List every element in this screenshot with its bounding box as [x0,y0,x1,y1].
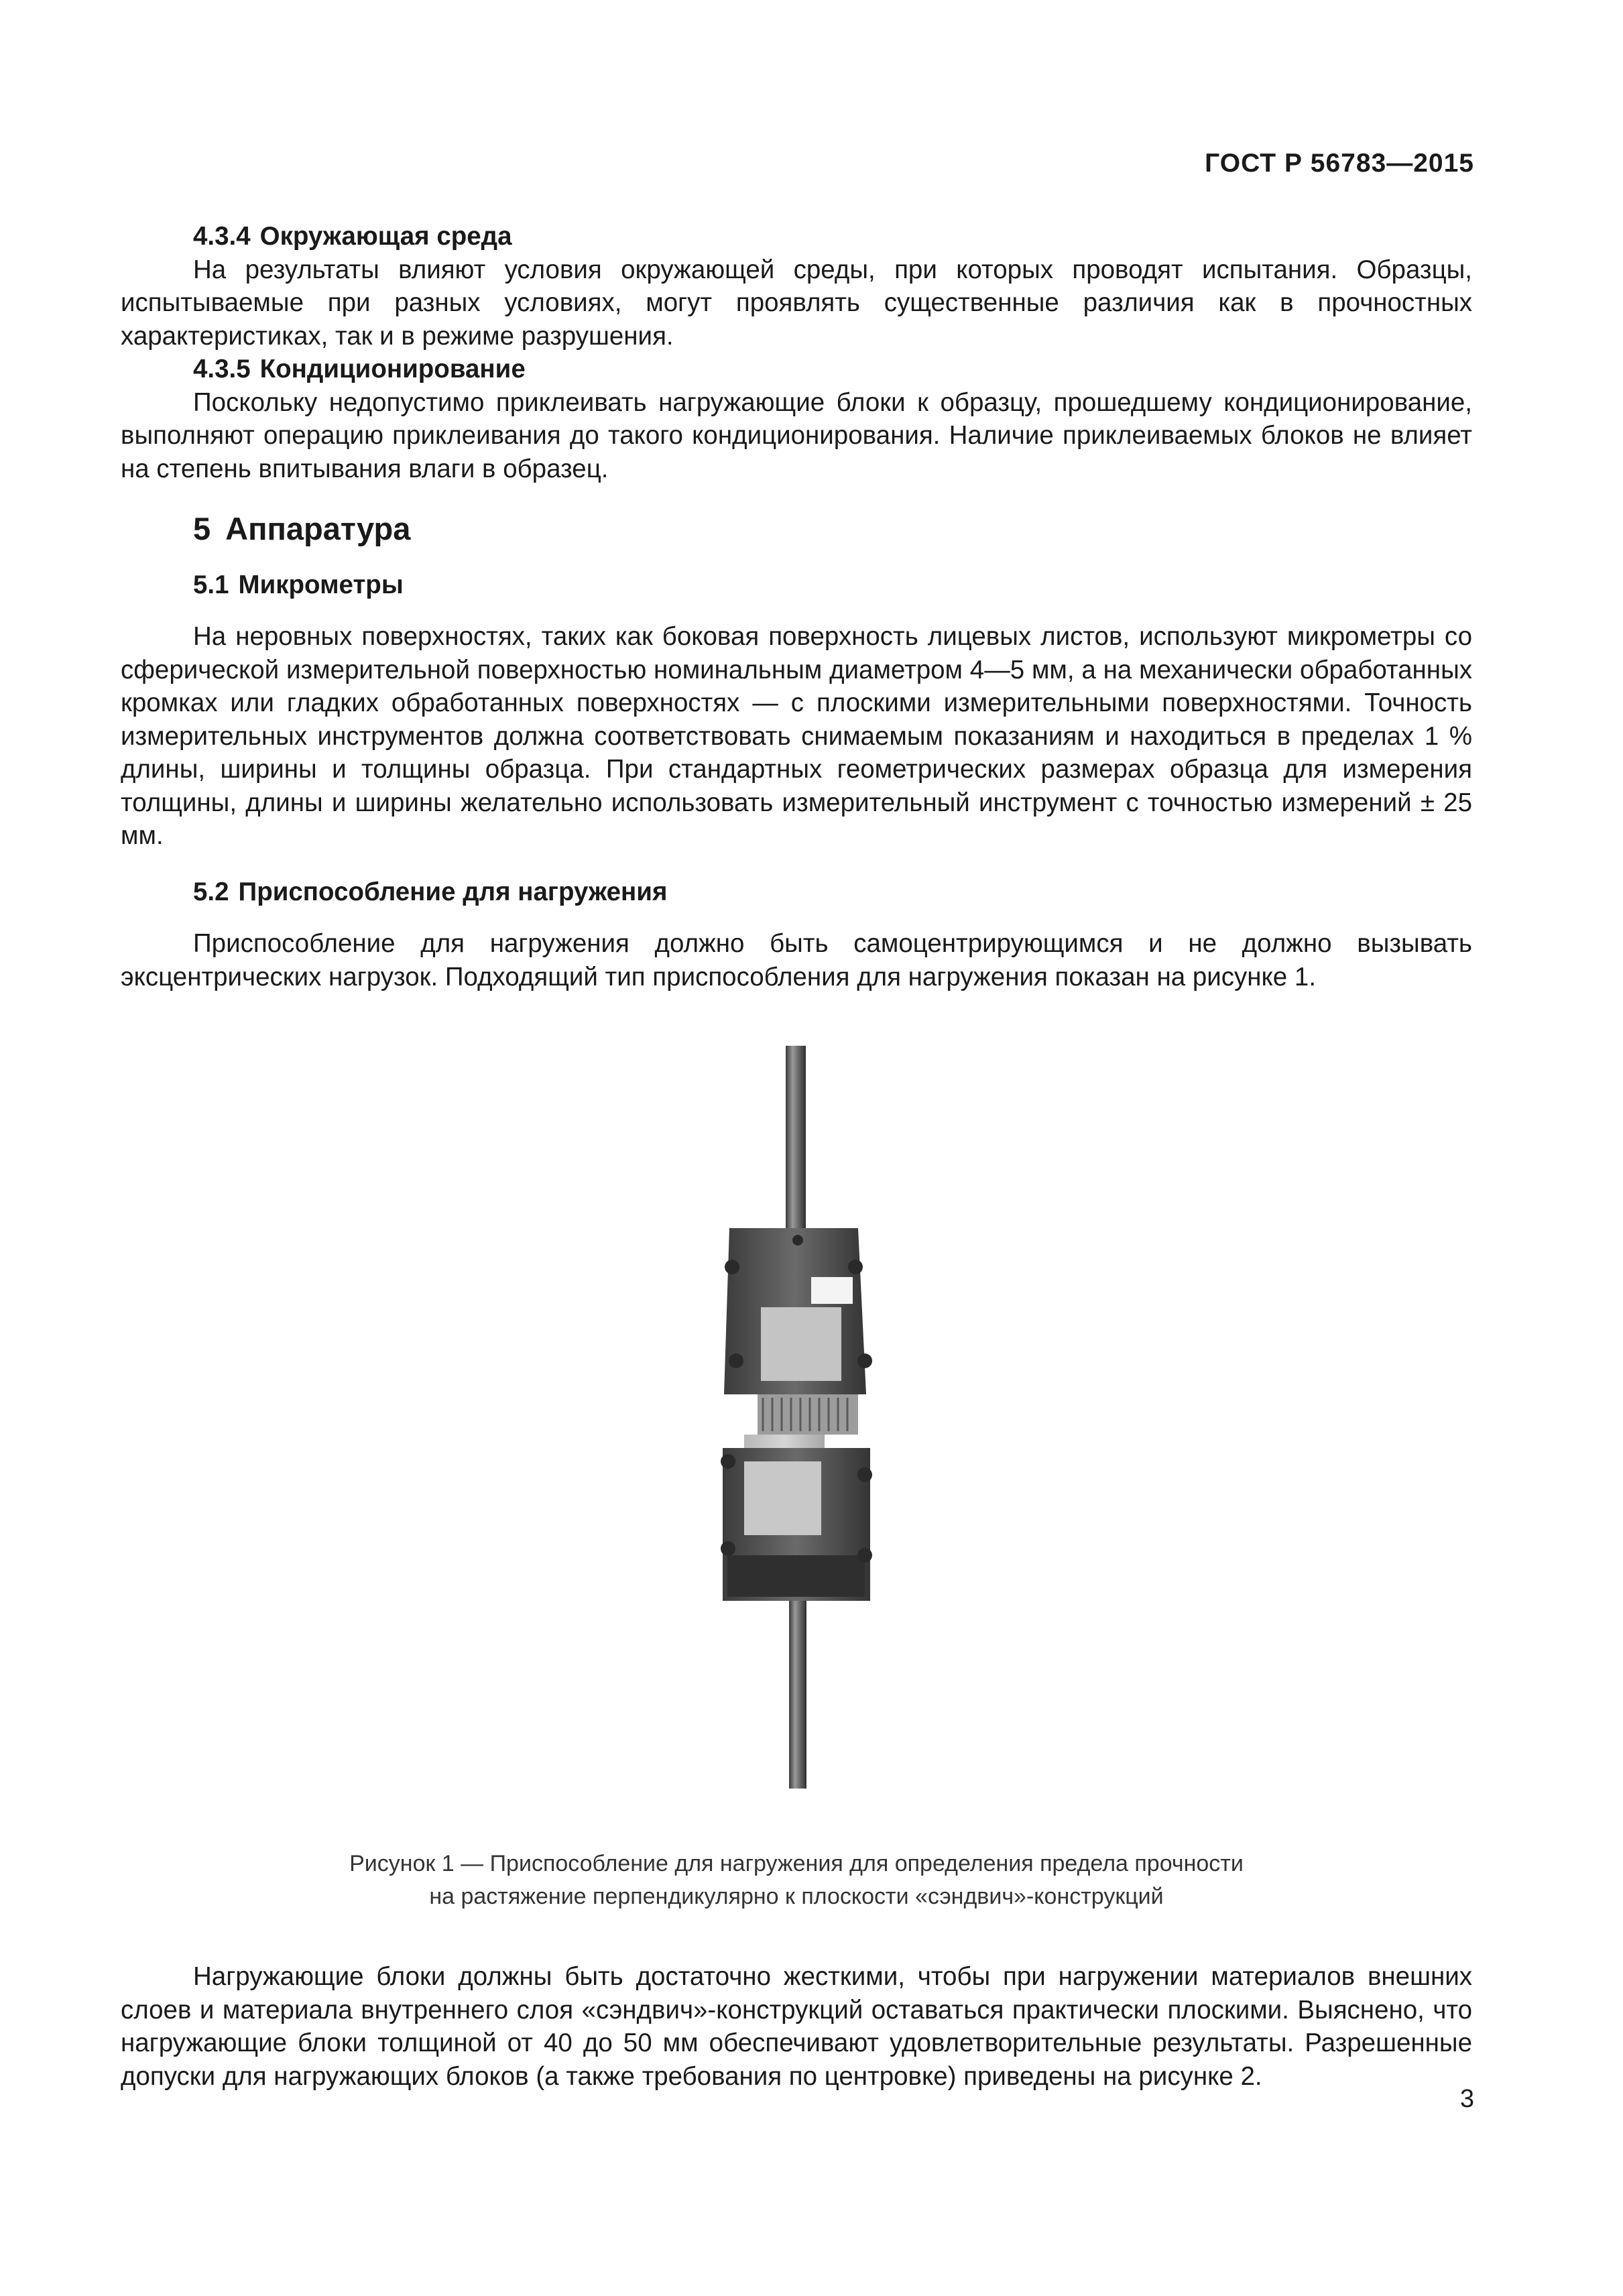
heading-title: Кондиционирование [259,355,526,383]
paragraph-4-3-5: Поскольку недопустимо приклеивать нагружающие блоки к образцу, прошедшему кондиционирование, выполняют операцию приклеивания до такого кондиционирования. Наличие приклеиваемых блоков не влияет на степень впитывания влаги в образец. [121,387,1472,483]
paragraph-closing: Нагружающие блоки должны быть достаточно жесткими, чтобы при нагружении материалов внешних слоев и материала внутреннего слоя «сэндвич»-конструкций оставаться практически плоскими. Выяснено, что нагружающие блоки толщиной от 40 до 50 мм обеспечивают удовлетворительные результаты. Разрешенные допуски для нагружающих блоков (а также требования по центровке) приведены на рисунке 2. [121,1962,1472,2091]
heading-4-3-5 [121,353,1472,386]
heading-title: Окружающая среда [259,222,512,251]
section-heading-5 [121,512,1472,546]
figure-1 [121,1046,1472,1831]
paragraph-4-3-4: На результаты влияют условия окружающей среды, при которых проводят испытания. Образцы, испытываемые при разных условиях, могут проявлять существенные различия как в прочностных характеристиках, так и в режиме разрушения. [121,255,1472,351]
paragraph-5-2: Приспособление для нагружения должно быть самоцентрирующимся и не должно вызывать эксцентрических нагрузок. Подходящий тип приспособления для нагружения показан на рисунке 1. [121,929,1472,991]
lower-rod [789,1601,806,1789]
heading-5-1 [121,568,1472,602]
heading-5-2 [121,875,1472,909]
heading-number: 5.2 [193,877,229,906]
heading-title: Приспособление для нагружения [238,877,668,906]
heading-number: 4.3.5 [193,355,251,383]
heading-4-3-4 [121,220,1472,253]
page-number: 3 [1459,2085,1474,2113]
upper-rod [786,1046,806,1240]
figure-caption [121,1848,1472,1913]
loading-fixture-photo [121,1046,1472,1831]
page-content [121,220,1472,2093]
heading-number: 5.1 [193,570,229,599]
heading-number: 4.3.4 [193,222,251,251]
heading-title: Микрометры [238,570,404,599]
heading-number: 5 [193,511,211,546]
paragraph-5-1: На неровных поверхностях, таких как боковая поверхность лицевых листов, используют микрометры со сферической измерительной поверхностью номинальным диаметром 4—5 мм, а на механически обработанных кромках или гладких обработанных поверхностях — с плоскими измерительными поверхностями. Точность измерительных инструментов должна соответствовать снимаемым показаниям и находиться в пределах 1 % длины, ширины и толщины образца. При стандартных геометрических размерах образца для измерения толщины, длины и ширины желательно использовать измерительный инструмент с точностью измерений ± 25 мм. [121,622,1472,850]
caption-line: Рисунок 1 — Приспособление для нагружения для определения предела прочности [349,1851,1244,1876]
heading-title: Аппаратура [225,511,411,546]
caption-line: на растяжение перпендикулярно к плоскости «сэндвич»-конструкций [429,1884,1164,1909]
document-header: ГОСТ Р 56783—2015 [1205,149,1474,178]
